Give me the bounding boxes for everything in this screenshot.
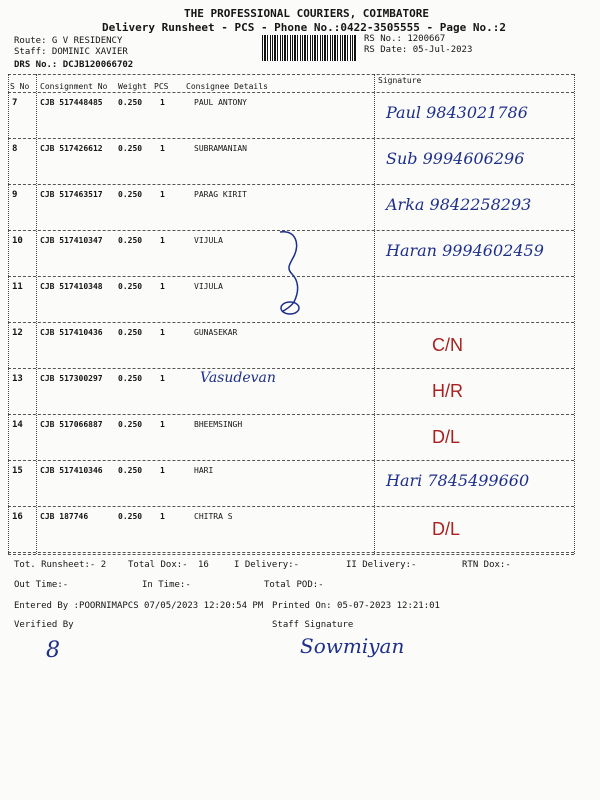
verified-mark: 8 <box>46 638 60 663</box>
row-weight: 0.250 <box>118 190 143 199</box>
company-title: THE PROFESSIONAL COURIERS, COIMBATORE <box>184 7 430 20</box>
col-header-pcs: PCS <box>154 82 169 91</box>
row-sno: 15 <box>12 466 23 476</box>
col-divider <box>374 74 375 554</box>
total-dox-value: 16 <box>198 560 209 570</box>
staff-signature-hand: Sowmiyan <box>300 634 405 658</box>
row-separator <box>8 322 574 323</box>
verified-by-label: Verified By <box>14 620 74 630</box>
row-consignment-no: CJB 517300297 <box>40 374 103 383</box>
col-divider <box>8 74 9 554</box>
entered-by: Entered By :POORNIMAPCS 07/05/2023 12:20:54 PM <box>14 601 264 611</box>
row-consignee: PAUL ANTONY <box>194 98 247 107</box>
row-consignee: SUBRAMANIAN <box>194 144 247 153</box>
row-separator <box>8 460 574 461</box>
row-sno: 16 <box>12 512 23 522</box>
row-pcs: 1 <box>160 466 165 475</box>
totals-rule <box>8 554 574 555</box>
row-consignment-no: CJB 187746 <box>40 512 89 521</box>
row-weight: 0.250 <box>118 98 143 107</box>
row-weight: 0.250 <box>118 374 143 383</box>
row-weight: 0.250 <box>118 282 143 291</box>
barcode <box>262 35 357 61</box>
row-signature: Paul 9843021786 <box>386 103 528 122</box>
row-pcs: 1 <box>160 374 165 383</box>
row-weight: 0.250 <box>118 512 143 521</box>
row-pcs: 1 <box>160 190 165 199</box>
printed-on: Printed On: 05-07-2023 12:21:01 <box>272 601 440 611</box>
row-signature: D/L <box>432 519 461 539</box>
row-sno: 9 <box>12 190 18 200</box>
row-sno: 10 <box>12 236 23 246</box>
rs-date: RS Date: 05-Jul-2023 <box>364 45 473 55</box>
row-consignee: GUNASEKAR <box>194 328 238 337</box>
route-label: Route: G V RESIDENCY <box>14 36 123 46</box>
row-sno: 7 <box>12 98 18 108</box>
out-time-label: Out Time:- <box>14 580 69 590</box>
row-consignee: HARI <box>194 466 214 475</box>
col-header-weight: Weight <box>118 82 147 91</box>
ii-delivery-label: II Delivery:- <box>346 560 417 570</box>
col-header-consignment: Consignment No <box>40 82 108 91</box>
row-consignment-no: CJB 517448485 <box>40 98 103 107</box>
row-consignee: BHEEMSINGH <box>194 420 243 429</box>
drs-number: DRS No.: DCJB120066702 <box>14 60 134 70</box>
bracket-mark <box>274 228 324 320</box>
row-pcs: 1 <box>160 144 165 153</box>
col-header-consignee: Consignee Details <box>186 82 268 91</box>
runsheet-subtitle: Delivery Runsheet - PCS - Phone No.:0422-3505555 - Page No.:2 <box>102 21 506 34</box>
col-divider <box>36 74 37 554</box>
row-weight: 0.250 <box>118 144 143 153</box>
row-pcs: 1 <box>160 328 165 337</box>
row-weight: 0.250 <box>118 466 143 475</box>
row-sno: 13 <box>12 374 23 384</box>
row-pcs: 1 <box>160 420 165 429</box>
row-signature: Arka 9842258293 <box>386 195 532 214</box>
row-sno: 14 <box>12 420 23 430</box>
header-rule <box>8 92 574 93</box>
row-signature: Hari 7845499660 <box>386 471 530 490</box>
row-separator <box>8 138 574 139</box>
row-pcs: 1 <box>160 512 165 521</box>
in-time-label: In Time:- <box>142 580 191 590</box>
staff-label: Staff: DOMINIC XAVIER <box>14 47 128 57</box>
row-signature: C/N <box>432 335 463 355</box>
row-consignment-no: CJB 517426612 <box>40 144 103 153</box>
row-consignment-no: CJB 517066887 <box>40 420 103 429</box>
row-consignment-no: CJB 517463517 <box>40 190 103 199</box>
table-top-rule <box>8 74 574 75</box>
row-weight: 0.250 <box>118 236 143 245</box>
row-signature: H/R <box>432 381 463 401</box>
row-consignee: PARAG KIRIT <box>194 190 247 199</box>
row-weight: 0.250 <box>118 328 143 337</box>
row-sno: 12 <box>12 328 23 338</box>
row-consignment-no: CJB 517410436 <box>40 328 103 337</box>
row-signature: Sub 9994606296 <box>386 149 525 168</box>
row-sno: 11 <box>12 282 23 292</box>
col-header-sno: S No <box>10 82 30 91</box>
row-weight: 0.250 <box>118 420 143 429</box>
row-signature: Haran 9994602459 <box>386 241 544 260</box>
col-divider <box>574 74 575 554</box>
rs-number: RS No.: 1200667 <box>364 34 446 44</box>
row-consignee: CHITRA S <box>194 512 233 521</box>
row-consignee: VIJULA <box>194 236 223 245</box>
row-pcs: 1 <box>160 282 165 291</box>
row-signature: D/L <box>432 427 461 447</box>
row-separator <box>8 368 574 369</box>
row-separator <box>8 414 574 415</box>
tot-runsheet: Tot. Runsheet:- 2 <box>14 560 107 570</box>
rtn-dox-label: RTN Dox:- <box>462 560 511 570</box>
row-consignee-handwritten: Vasudevan <box>200 370 276 386</box>
row-separator <box>8 552 574 553</box>
staff-signature-label: Staff Signature <box>272 620 354 630</box>
row-separator <box>8 184 574 185</box>
row-consignment-no: CJB 517410346 <box>40 466 103 475</box>
col-header-signature: Signature <box>378 76 422 85</box>
i-delivery-label: I Delivery:- <box>234 560 300 570</box>
row-consignee: VIJULA <box>194 282 223 291</box>
row-sno: 8 <box>12 144 18 154</box>
total-pod-label: Total POD:- <box>264 580 324 590</box>
row-pcs: 1 <box>160 98 165 107</box>
total-dox-label: Total Dox:- <box>128 560 188 570</box>
row-consignment-no: CJB 517410347 <box>40 236 103 245</box>
row-consignment-no: CJB 517410348 <box>40 282 103 291</box>
row-pcs: 1 <box>160 236 165 245</box>
row-separator <box>8 506 574 507</box>
